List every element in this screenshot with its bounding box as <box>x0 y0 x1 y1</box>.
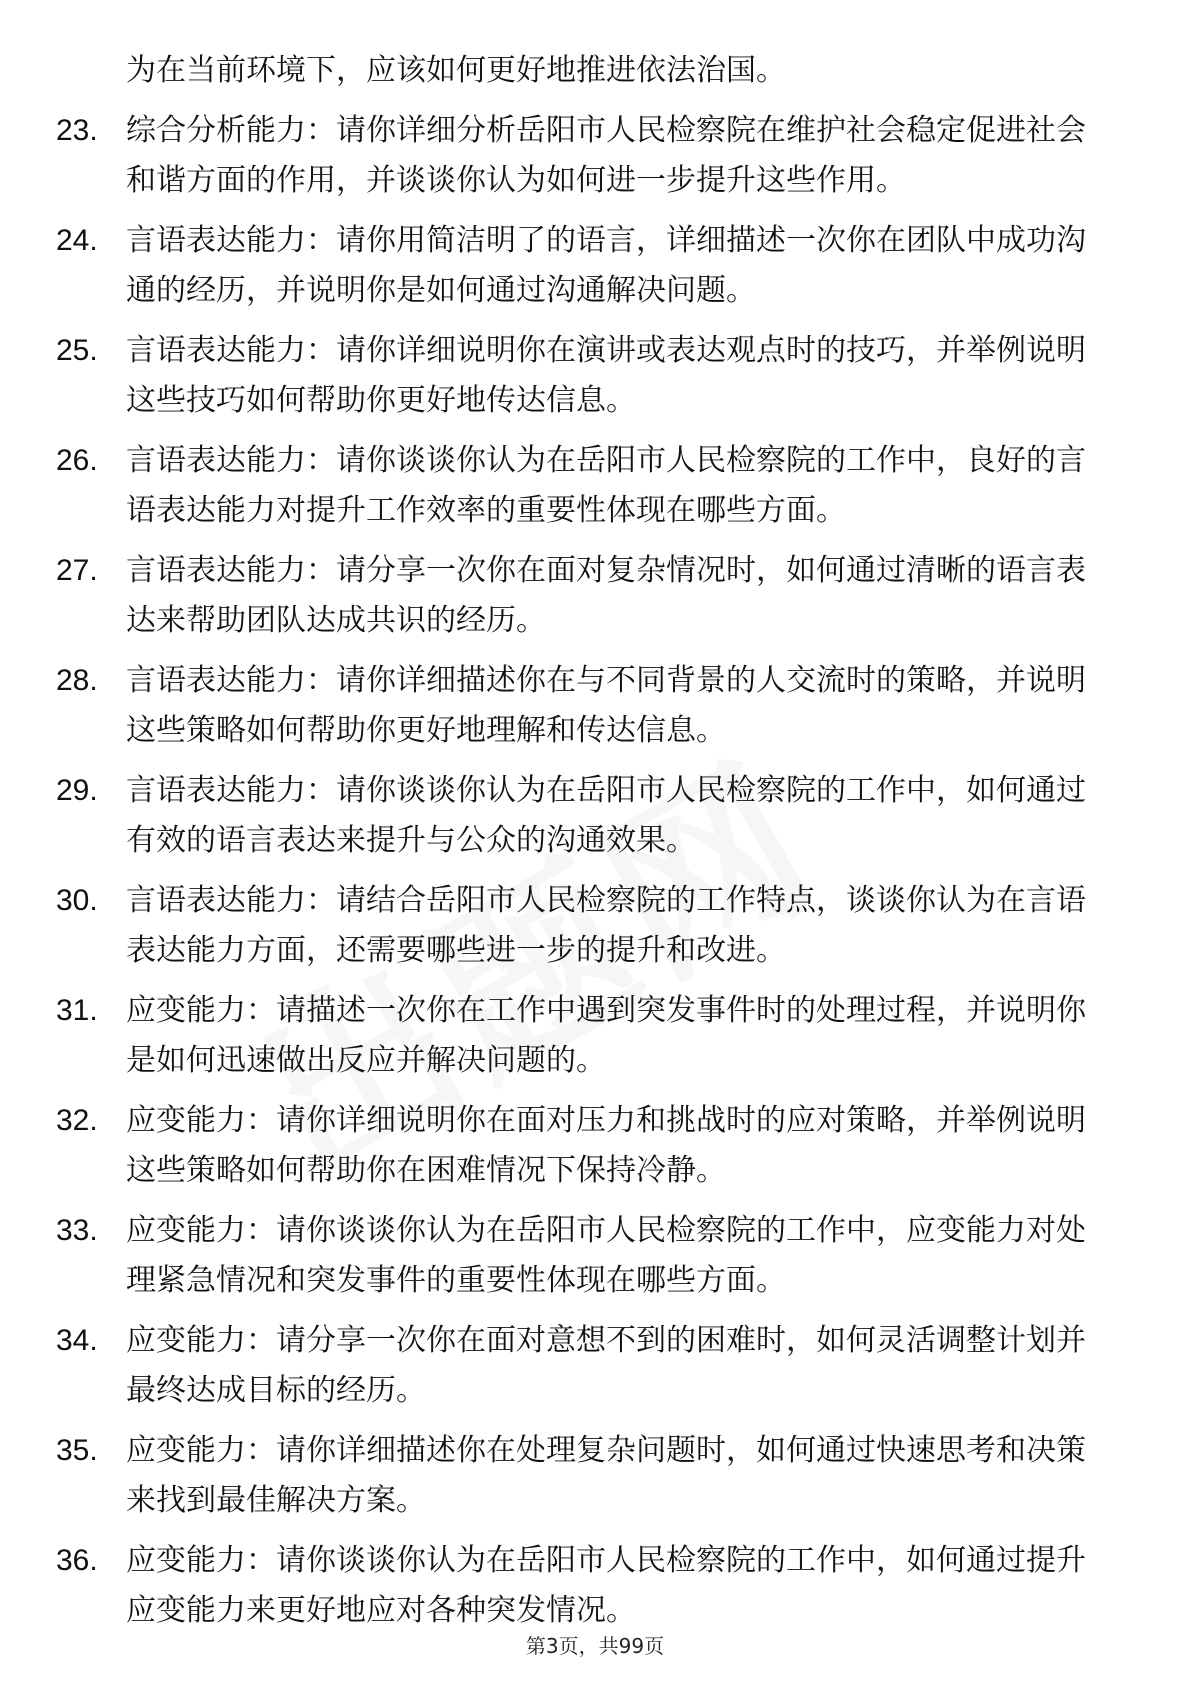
question-text: 言语表达能力：请结合岳阳市人民检察院的工作特点，谈谈你认为在言语表达能力方面，还需要哪些进一步的提升和改进。 <box>126 883 1086 968</box>
question-number: 33. <box>56 1214 98 1247</box>
question-text: 言语表达能力：请分享一次你在面对复杂情况时，如何通过清晰的语言表达来帮助团队达成共识的经历。 <box>126 553 1086 638</box>
question-text: 应变能力：请你谈谈你认为在岳阳市人民检察院的工作中，应变能力对处理紧急情况和突发事件的重要性体现在哪些方面。 <box>126 1213 1086 1298</box>
question-number: 25. <box>56 334 98 367</box>
question-text: 应变能力：请你详细描述你在处理复杂问题时，如何通过快速思考和决策来找到最佳解决方案。 <box>126 1433 1086 1518</box>
question-item <box>56 876 1111 976</box>
question-text: 应变能力：请你详细说明你在面对压力和挑战时的应对策略，并举例说明这些策略如何帮助你在困难情况下保持冷静。 <box>126 1103 1086 1188</box>
question-text: 综合分析能力：请你详细分析岳阳市人民检察院在维护社会稳定促进社会和谐方面的作用，并谈谈你认为如何进一步提升这些作用。 <box>126 113 1086 198</box>
question-list <box>0 106 1190 1636</box>
question-text: 应变能力：请你谈谈你认为在岳阳市人民检察院的工作中，如何通过提升应变能力来更好地应对各种突发情况。 <box>126 1543 1086 1628</box>
question-number: 24. <box>56 224 98 257</box>
question-text: 应变能力：请分享一次你在面对意想不到的困难时，如何灵活调整计划并最终达成目标的经历。 <box>126 1323 1086 1408</box>
question-item <box>56 106 1111 206</box>
question-text: 言语表达能力：请你详细描述你在与不同背景的人交流时的策略，并说明这些策略如何帮助你更好地理解和传达信息。 <box>126 663 1086 748</box>
question-number: 35. <box>56 1434 98 1467</box>
question-number: 28. <box>56 664 98 697</box>
question-item <box>56 216 1111 316</box>
question-item <box>56 546 1111 646</box>
page-number-footer: 第3页，共99页 <box>525 1634 665 1658</box>
page-content <box>0 46 1190 1646</box>
question-item <box>56 1536 1111 1636</box>
question-text: 言语表达能力：请你谈谈你认为在岳阳市人民检察院的工作中，良好的言语表达能力对提升工作效率的重要性体现在哪些方面。 <box>126 443 1086 528</box>
question-text: 言语表达能力：请你详细说明你在演讲或表达观点时的技巧，并举例说明这些技巧如何帮助你更好地传达信息。 <box>126 333 1086 418</box>
question-item <box>56 1316 1111 1416</box>
question-item <box>56 766 1111 866</box>
question-text: 应变能力：请描述一次你在工作中遇到突发事件时的处理过程，并说明你是如何迅速做出反应并解决问题的。 <box>126 993 1086 1078</box>
question-number: 29. <box>56 774 98 807</box>
question-item <box>56 656 1111 756</box>
question-text: 言语表达能力：请你谈谈你认为在岳阳市人民检察院的工作中，如何通过有效的语言表达来提升与公众的沟通效果。 <box>126 773 1086 858</box>
continued-question-text: 为在当前环境下，应该如何更好地推进依法治国。 <box>126 53 786 88</box>
question-number: 26. <box>56 444 98 477</box>
question-number: 36. <box>56 1544 98 1577</box>
question-item <box>56 1426 1111 1526</box>
question-item <box>56 436 1111 536</box>
question-item <box>56 326 1111 426</box>
question-number: 34. <box>56 1324 98 1357</box>
question-number: 32. <box>56 1104 98 1137</box>
question-number: 27. <box>56 554 98 587</box>
question-item <box>56 986 1111 1086</box>
question-number: 23. <box>56 114 98 147</box>
question-number: 30. <box>56 884 98 917</box>
question-text: 言语表达能力：请你用简洁明了的语言，详细描述一次你在团队中成功沟通的经历，并说明你是如何通过沟通解决问题。 <box>126 223 1086 308</box>
question-number: 31. <box>56 994 98 1027</box>
question-item <box>56 1206 1111 1306</box>
question-item <box>56 1096 1111 1196</box>
